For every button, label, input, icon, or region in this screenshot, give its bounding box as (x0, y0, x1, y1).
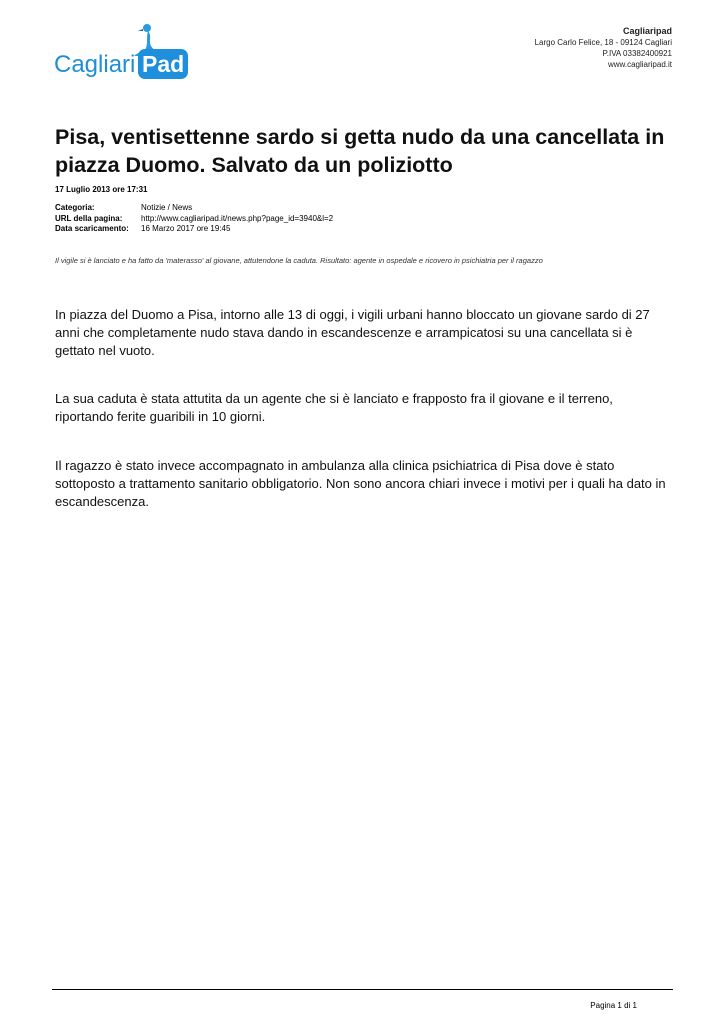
category-label: Categoria: (55, 203, 95, 212)
meta-row-category (55, 203, 333, 214)
footer-divider (52, 989, 673, 990)
logo-text-cagliari: Cagliari (54, 51, 136, 78)
page-number: Pagina 1 di 1 (590, 1001, 637, 1010)
url-value[interactable]: http://www.cagliaripad.it/news.php?page_id=3940&l=2 (141, 213, 334, 223)
article-paragraph: In piazza del Duomo a Pisa, intorno alle 13 di oggi, i vigili urbani hanno bloccato un giovane sardo di 27 anni che completamente nudo stava dando in escandescenze e arrampicatosi su una cancellata si è gettato nel vuoto. (55, 307, 650, 358)
meta-row-download (55, 224, 333, 235)
cagliaripad-logo (52, 22, 192, 86)
article-date: 17 Luglio 2013 ore 17:31 (55, 185, 148, 194)
url-label: URL della pagina: (55, 213, 123, 223)
article-paragraph: La sua caduta è stata attutita da un agente che si è lanciato e frapposto fra il giovane e il terreno, riportando ferite guaribili in 10 giorni. (55, 391, 613, 424)
article-paragraph: Il ragazzo è stato invece accompagnato in ambulanza alla clinica psichiatrica di Pisa dove è stato sottoposto a trattamento sanitario obbligatorio. Non sono ancora chiari invece i motivi per i quali ha dato in escandescenza. (55, 458, 666, 509)
download-value: 16 Marzo 2017 ore 19:45 (141, 224, 231, 233)
article-summary: Il vigile si è lanciato e ha fatto da 'materasso' al giovane, attutendone la caduta. Risultato: agente in ospedale e ricovero in psichiatria per il ragazzo (55, 256, 543, 265)
article-meta (55, 203, 333, 235)
company-address: Largo Carlo Felice, 18 - 09124 Cagliari (534, 38, 672, 47)
logo-text-pad: Pad (142, 51, 185, 77)
company-website[interactable]: www.cagliaripad.it (607, 60, 672, 69)
article-title: Pisa, ventisettenne sardo si getta nudo da una cancellata in piazza Duomo. Salvato da un poliziotto (55, 125, 665, 177)
meta-row-url (55, 214, 333, 225)
company-name: Cagliaripad (622, 26, 672, 36)
company-info (535, 26, 672, 70)
download-label: Data scaricamento: (55, 224, 129, 233)
category-value: Notizie / News (141, 203, 193, 212)
company-vat: P.IVA 03382400921 (602, 49, 672, 58)
